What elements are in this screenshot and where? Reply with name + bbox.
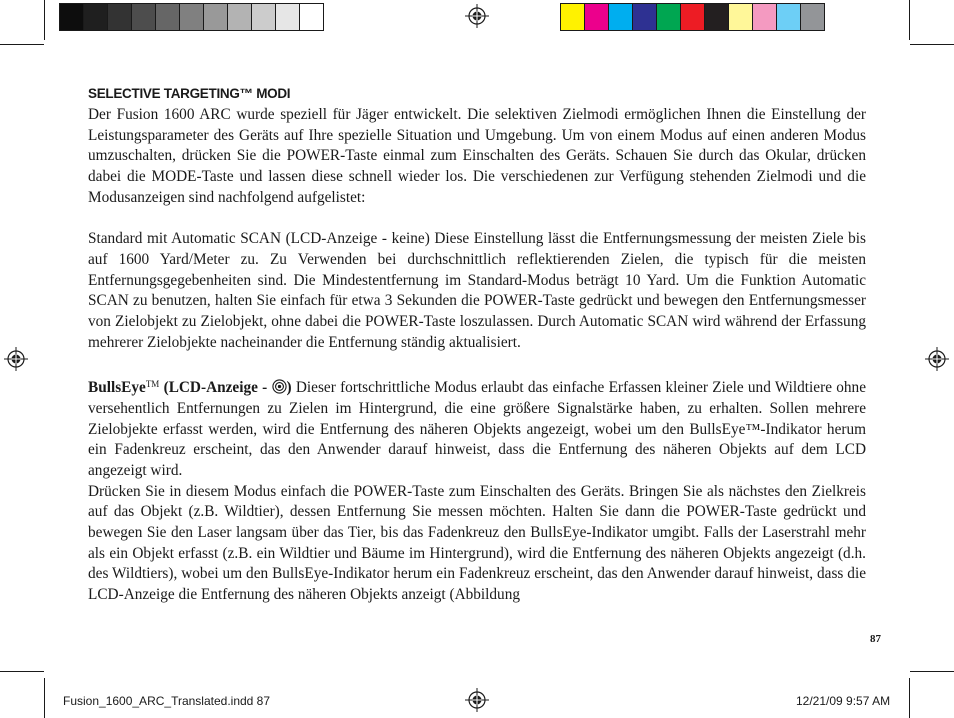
registration-mark-icon [4, 347, 28, 371]
color-swatch [155, 3, 180, 31]
slug-filename: Fusion_1600_ARC_Translated.indd 87 [63, 694, 271, 708]
crop-mark [910, 671, 954, 672]
registration-mark-icon [465, 688, 489, 712]
color-swatch [59, 3, 84, 31]
color-swatch [680, 3, 705, 31]
trademark-sign: TM [145, 379, 160, 390]
process-color-bar [560, 3, 824, 31]
color-swatch [608, 3, 633, 31]
crop-mark [0, 671, 44, 672]
paren-open: ( [163, 379, 169, 397]
section-heading: SELECTIVE TARGETING™ MODI [88, 86, 291, 101]
color-swatch [776, 3, 801, 31]
color-swatch [251, 3, 276, 31]
bullseye-description: Dieser fortschrittliche Modus erlaubt das einfache Erfassen kleiner Ziele und Wildtiere ohne versehentlich Entfernungen zu Zielen im Hintergrund, die eine größere Signalstärke haben, zu erhalten. Sollen mehrere Zielobjekte erfasst werden, wird die Entfernung des näheren Objekts angezeigt, wobei um den BullsEye™-Indikator herum ein Fadenkreuz erscheint, das den Anwender darauf hinweist, dass die Entfernung des näheren Objekts auf dem LCD angezeigt wird. [88, 379, 866, 479]
paragraph-spacer [88, 209, 866, 230]
color-swatch [107, 3, 132, 31]
color-swatch [704, 3, 729, 31]
slug-timestamp: 12/21/09 9:57 AM [796, 694, 891, 708]
color-swatch [800, 3, 825, 31]
crop-mark [44, 678, 45, 718]
color-swatch [83, 3, 108, 31]
lcd-display-label: LCD-Anzeige - [168, 379, 272, 397]
grayscale-color-bar [59, 3, 323, 31]
color-swatch [299, 3, 324, 31]
crop-mark [0, 44, 44, 45]
paren-close: ) [286, 379, 292, 397]
color-swatch [752, 3, 777, 31]
color-swatch [131, 3, 156, 31]
color-swatch [227, 3, 252, 31]
color-swatch [656, 3, 681, 31]
color-swatch [584, 3, 609, 31]
page-number: 87 [870, 633, 881, 645]
crop-mark [44, 0, 45, 40]
registration-mark-icon [925, 347, 949, 371]
standard-mode-paragraph: Standard mit Automatic SCAN (LCD-Anzeige - keine) Diese Einstellung lässt die Entfernungsmessung der meisten Ziele bis auf 1600 Yard/Meter zu. Zu Verwenden bei durchschnittlich reflektierenden Zielen, die typisch für die meisten Entfernungsgegebenheiten sind. Die Mindestentfernung im Standard-Modus beträgt 10 Yard. Um die Funktion Automatic SCAN zu benutzen, halten Sie einfach für etwa 3 Sekunden die POWER-Taste gedrückt und bewegen den Entfernungsmesser von Zielobjekt zu Zielobjekt, ohne dabei die POWER-Taste loszulassen. Durch Automatic SCAN wird während der Erfassung mehrerer Zielobjekte nacheinander die Entfernung ständig aktualisiert. [88, 230, 866, 351]
color-swatch [203, 3, 228, 31]
color-swatch [632, 3, 657, 31]
paragraph-spacer [88, 353, 866, 374]
bullseye-term: BullsEye [88, 379, 146, 397]
bullseye-usage-paragraph: Drücken Sie in diesem Modus einfach die POWER-Taste zum Einschalten des Geräts. Bringen Sie als nächstes den Zielkreis auf das Objekt (z.B. Wildtier), dessen Entfernung Sie messen möchten. Halten Sie dann die POWER-Taste gedrückt und bewegen Sie den Laser langsam über das Tier, bis das Fadenkreuz den BullsEye-Indikator umgibt. Falls der Laserstrahl mehr als ein Objekt erfasst (z.B. ein Wildtier und Bäume im Hintergrund), wird die Entfernung des näheren Objekts angezeigt (d.h. des Wildtiers), wobei um den BullsEye-Indikator herum ein Fadenkreuz erscheint, das den Anwender darauf hinweist, dass die LCD-Anzeige die Entfernung des näheren Objekts anzeigt (Abbildung [88, 482, 866, 604]
crop-mark [910, 44, 954, 45]
bullseye-mode-paragraph [88, 374, 866, 482]
page-content [88, 84, 866, 606]
color-swatch [728, 3, 753, 31]
bullseye-target-icon [272, 379, 287, 394]
color-swatch [275, 3, 300, 31]
color-swatch [560, 3, 585, 31]
registration-mark-icon [465, 4, 489, 28]
crop-mark [909, 678, 910, 718]
intro-paragraph: Der Fusion 1600 ARC wurde speziell für Jäger entwickelt. Die selektiven Zielmodi ermöglichen Ihnen die Einstellung der Leistungsparameter des Geräts auf Ihre spezielle Situation und Umgebung. Um von einem Modus auf einen anderen Modus umzuschalten, drücken Sie die POWER-Taste einmal zum Einschalten des Geräts. Schauen Sie durch das Okular, drücken dabei die MODE-Taste und lassen diese schnell wieder los. Die verschiedenen zur Verfügung stehenden Zielmodi und die Modusanzeigen sind nachfolgend aufgelistet: [88, 106, 866, 206]
color-swatch [179, 3, 204, 31]
crop-mark [909, 0, 910, 40]
